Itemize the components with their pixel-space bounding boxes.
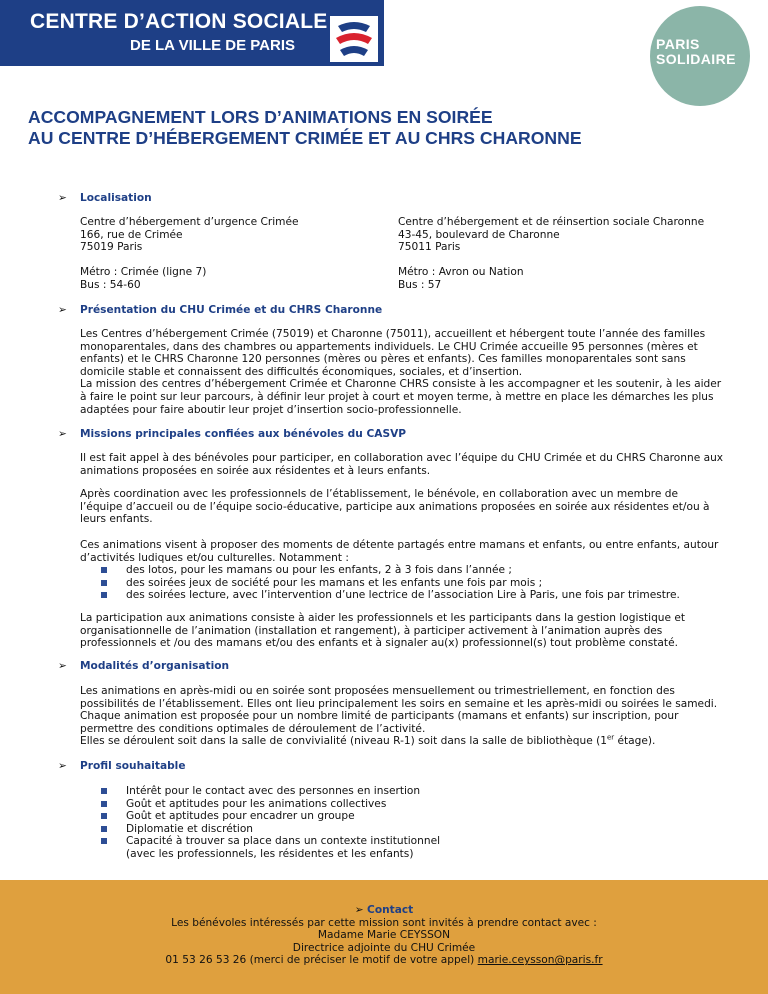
address-crimee: Centre d’hébergement d’urgence Crimée 166, rue de Crimée 75019 Paris bbox=[80, 216, 299, 254]
contact-email-link[interactable]: marie.ceysson@paris.fr bbox=[477, 954, 603, 967]
contact-role: Directrice adjointe du CHU Crimée bbox=[292, 941, 476, 954]
logo-text-paris: PARIS bbox=[656, 36, 700, 52]
header-banner bbox=[0, 0, 384, 66]
transport-crimee: Métro : Crimée (ligne 7) Bus : 54-60 bbox=[80, 266, 207, 291]
org-name-line2: DE LA VILLE DE PARIS bbox=[130, 37, 296, 54]
title-line2: AU CENTRE D’HÉBERGEMENT CRIMÉE ET AU CHRS CHARONNE bbox=[28, 128, 582, 148]
arrow-bullet-icon: ➢ bbox=[58, 192, 67, 204]
list-item-continuation: (avec les professionnels, les résidentes et les enfants) bbox=[126, 847, 414, 860]
list-item: Capacité à trouver sa place dans un contexte institutionnel bbox=[100, 835, 440, 848]
profil-bullet-list bbox=[100, 785, 440, 861]
list-item: Diplomatie et discrétion bbox=[100, 823, 440, 836]
list-item: Goût et aptitudes pour encadrer un groupe bbox=[100, 810, 440, 823]
casvp-logo-icon bbox=[330, 16, 378, 62]
transport-charonne: Métro : Avron ou Nation Bus : 57 bbox=[398, 266, 524, 291]
page-title bbox=[28, 107, 582, 149]
missions-bullet-list bbox=[100, 564, 680, 602]
org-name-line1: CENTRE D’ACTION SOCIALE bbox=[30, 10, 328, 33]
missions-para1: Il est fait appel à des bénévoles pour participer, en collaboration avec l’équipe du CHU Crimée et du CHRS Charonne aux animations proposées en soirée aux résidentes et à leurs enfants. bbox=[80, 452, 724, 477]
address-charonne: Centre d’hébergement et de réinsertion sociale Charonne 43-45, boulevard de Charonne 75011 Paris bbox=[398, 216, 705, 254]
list-item: des lotos, pour les mamans ou pour les enfants, 2 à 3 fois dans l’année ; bbox=[100, 564, 680, 577]
arrow-bullet-icon: ➢ bbox=[58, 660, 67, 672]
list-item: Goût et aptitudes pour les animations collectives bbox=[100, 798, 440, 811]
missions-para4: La participation aux animations consiste à aider les professionnels et les participants dans la gestion logistique et organisationnelle de l’animation (installation et rangement), à participer activement à l’animation auprès des professionnels et /ou des mamans et/ou des enfants et à signaler au(x) professionnel(s) tout problème constaté. bbox=[80, 612, 686, 650]
title-line1: ACCOMPAGNEMENT LORS D’ANIMATIONS EN SOIRÉE bbox=[28, 107, 493, 127]
list-item: des soirées lecture, avec l’intervention d’une lectrice de l’association Lire à Paris, une fois par trimestre. bbox=[100, 589, 680, 602]
arrow-bullet-icon: ➢ bbox=[354, 904, 368, 916]
modalites-text: Les animations en après-midi ou en soirée sont proposées mensuellement ou trimestriellement, en fonction des possibilités de l’établissement. Elles ont lieu principalement les soirs en semaine et les après-midi ou soirées le samedi. Chaque animation est proposée pour un nombre limité de participants (mamans et enfants) sur inscription, pour permettre des conditions optimales de déroulement de l’activité. Elles se déroulent soit dans la salle de convivialité (niveau R-1) soit dans la salle de bibliothèque (1er étage). bbox=[80, 685, 718, 748]
contact-heading: Contact bbox=[367, 904, 414, 916]
logo-text-solidaire: SOLIDAIRE bbox=[656, 51, 736, 67]
list-item: des soirées jeux de société pour les mamans et les enfants une fois par mois ; bbox=[100, 577, 680, 590]
arrow-bullet-icon: ➢ bbox=[58, 304, 67, 316]
contact-block bbox=[0, 904, 768, 967]
list-item: Intérêt pour le contact avec des personnes en insertion bbox=[100, 785, 440, 798]
arrow-bullet-icon: ➢ bbox=[58, 428, 67, 440]
paris-solidaire-logo bbox=[650, 6, 750, 106]
contact-footer bbox=[0, 880, 768, 994]
arrow-bullet-icon: ➢ bbox=[58, 760, 67, 772]
presentation-text: Les Centres d’hébergement Crimée (75019) et Charonne (75011), accueillent et hébergent toute l’année des familles monoparentales, dans des chambres ou appartements individuels. Le CHU Crimée accueille 95 personnes (mères et enfants) et le CHRS Charonne 120 personnes (mères ou pères et enfants). Ces familles monoparentales sont sans domicile stable et connaissent des difficultés économiques, sociales, et d’insertion. La mission des centres d’hébergement Crimée et Charonne CHRS consiste à les accompagner et les soutenir, à les aider à faire le point sur leur parcours, à définir leur projet à court et moyen terme, à mettre en place les démarches les plus adaptées pour faire aboutir leur projet d’insertion socio-professionnelle. bbox=[80, 328, 722, 416]
contact-phone: 01 53 26 53 26 (merci de préciser le motif de votre appel) bbox=[165, 954, 478, 967]
missions-para2: Après coordination avec les professionnels de l’établissement, le bénévole, en collaboration avec un membre de l’équipe d’accueil ou de l’équipe socio-éducative, participe aux animations proposées en soirée aux résidentes et/ou à leurs enfants. bbox=[80, 488, 710, 526]
missions-para3: Ces animations visent à proposer des moments de détente partagés entre mamans et enfants, ou entre enfants, autour d’activités ludiques et/ou culturelles. Notamment : bbox=[80, 539, 719, 564]
contact-name: Madame Marie CEYSSON bbox=[317, 929, 451, 942]
contact-line: Les bénévoles intéressés par cette mission sont invités à prendre contact avec : bbox=[171, 916, 597, 929]
